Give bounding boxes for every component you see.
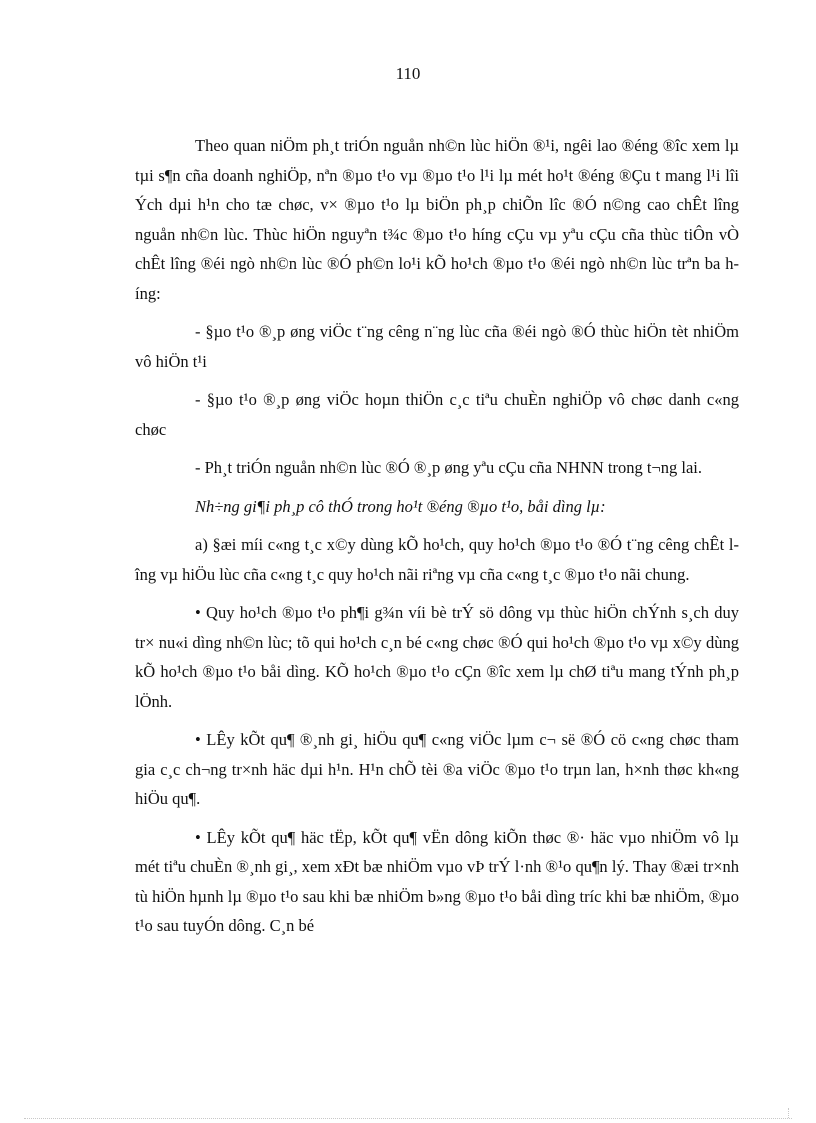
page-bottom-border [24, 1118, 792, 1119]
page-number: 110 [395, 64, 421, 83]
paragraph-bullet-3: • LÊy kÕt qu¶ häc tËp, kÕt qu¶ vËn dông kiÕn thøc ®· häc vµo nhiÖm vô lµ mét tiªu chuÈn ®¸nh gi¸, xem xÐt bæ nhiÖm vµo vÞ trÝ l·nh ®¹o qu¶n lý. Thay ®æi tr×nh tù hiÖn hµnh lµ ®µo t¹o sau khi bæ nhiÖm b»ng ®µo t¹o båi dìng tríc khi bæ nhiÖm, ®µo t¹o sau tuyÓn dông. C¸n bé [135, 823, 739, 941]
paragraph-dash-1: - §µo t¹o ®¸p øng viÖc t¨ng cêng n¨ng lùc cña ®éi ngò ®Ó thùc hiÖn tèt nhiÖm vô hiÖn t¹i [135, 322, 739, 371]
paragraph-bullet-2: • LÊy kÕt qu¶ ®¸nh gi¸ hiÖu qu¶ c«ng viÖc lµm c¬ së ®Ó cö c«ng chøc tham gia c¸c ch¬ng tr×nh häc dµi h¹n. H¹n chÕ tèi ®a viÖc ®µo t¹o trµn lan, h×nh thøc kh«ng hiÖu qu¶. [135, 725, 739, 814]
paragraph-dash-2: - §µo t¹o ®¸p øng viÖc hoµn thiÖn c¸c tiªu chuÈn nghiÖp vô chøc danh c«ng chøc [135, 390, 739, 439]
paragraph-bullet-1: • Quy ho¹ch ®µo t¹o ph¶i g¾n víi bè trÝ sö dông vµ thùc hiÖn chÝnh s¸ch duy tr× nu«i dìng nh©n lùc; tõ qui ho¹ch c¸n bé c«ng chøc ®Ó qui ho¹ch ®µo t¹o vµ x©y dùng kÕ ho¹ch ®µo t¹o båi dìng. KÕ ho¹ch ®µo t¹o cÇn ®îc xem lµ chØ tiªu mang tÝnh ph¸p lÖnh. [135, 598, 739, 716]
paragraph-italic-heading: Nh÷ng gi¶i ph¸p cô thÓ trong ho¹t ®éng ®µo t¹o, båi dìng lµ: [195, 496, 606, 516]
page-corner-mark [788, 1108, 789, 1118]
paragraph-dash-3: - Ph¸t triÓn nguån nh©n lùc ®Ó ®¸p øng yªu cÇu cña NHNN trong t¬ng lai. [195, 458, 702, 477]
body-text [135, 131, 739, 950]
paragraph-item-a: a) §æi míi c«ng t¸c x©y dùng kÕ ho¹ch, quy ho¹ch ®µo t¹o ®Ó t¨ng cêng chÊt lîng vµ hiÖu lùc cña c«ng t¸c quy ho¹ch nãi riªng vµ cña c«ng t¸c ®µo t¹o nãi chung. [135, 535, 739, 584]
paragraph-intro: Theo quan niÖm ph¸t triÓn nguån nh©n lùc hiÖn ®¹i, ngêi lao ®éng ®îc xem lµ tµi s¶n cña doanh nghiÖp, nªn ®µo t¹o vµ ®µo t¹o l¹i lµ mét ho¹t ®éng ®Çu t mang l¹i lîi Ých dµi h¹n cho tæ chøc, v× ®µo t¹o lµ biÖn ph¸p chiÕn lîc ®Ó n©ng cao chÊt lîng nguån nh©n lùc. Thùc hiÖn nguyªn t¾c ®µo t¹o híng cÇu vµ yªu cÇu cña thùc tiÔn vÒ chÊt lîng ®éi ngò nh©n lùc ®Ó ph©n lo¹i kÕ ho¹ch ®µo t¹o ®éi ngò nh©n lùc trªn ba híng: [135, 136, 739, 303]
